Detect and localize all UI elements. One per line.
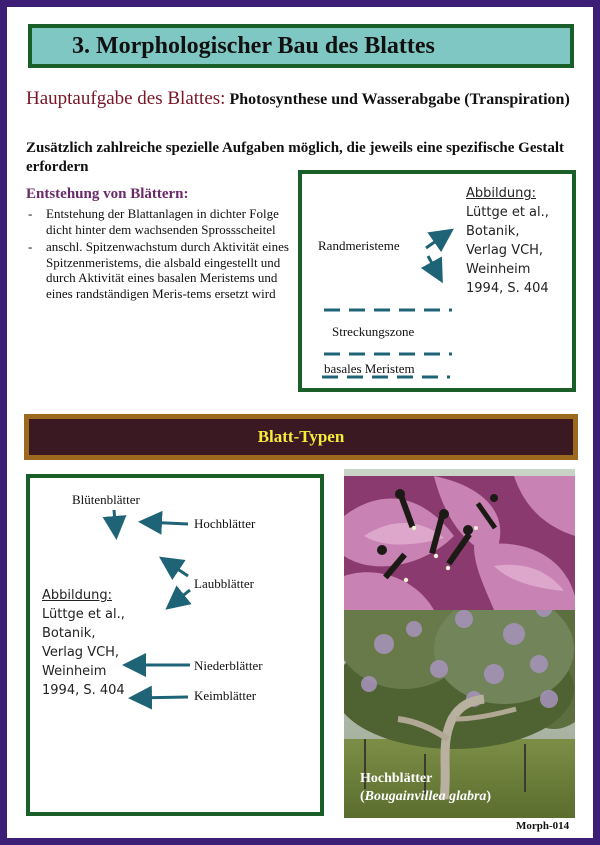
growth-arrows <box>302 174 572 388</box>
main-task-label: Hauptaufgabe des Blattes: <box>26 88 226 109</box>
arrow-icon <box>114 510 116 534</box>
arrow-icon <box>134 697 188 698</box>
margin-meristem-label: Randmeristeme <box>318 238 400 253</box>
citation-line: Lüttge et al., <box>42 607 125 622</box>
arrow-icon <box>144 522 188 524</box>
citation-line: 1994, S. 404 <box>466 281 549 296</box>
citation-line: Weinheim <box>466 262 531 277</box>
caption-paren-close: ) <box>486 789 492 804</box>
bracts-label: Hochblätter <box>194 516 256 531</box>
citation-line: Verlag VCH, <box>42 645 120 660</box>
citation-line: Lüttge et al., <box>466 205 549 220</box>
citation-heading: Abbildung: <box>42 588 112 603</box>
caption-title: Hochblätter <box>360 771 433 786</box>
citation-line: 1994, S. 404 <box>42 683 125 698</box>
leaf-types-box <box>26 474 324 816</box>
growth-diagram-box <box>298 170 576 392</box>
leaf-type-arrows <box>30 478 320 812</box>
scale-leaves-label: Niederblätter <box>194 658 263 673</box>
flower-photo <box>344 476 575 610</box>
arrow-icon <box>170 590 190 606</box>
citation-line: Botanik, <box>42 626 96 641</box>
citation-line: Botanik, <box>466 224 520 239</box>
elongation-zone-label: Streckungszone <box>332 324 415 339</box>
main-task-heading <box>26 88 586 111</box>
leaf-types-heading: Blatt-Typen <box>257 427 345 446</box>
caption-species: Bougainvillea glabra <box>364 789 487 804</box>
list-item: - anschl. Spitzenwachstum durch Aktivität eines Spitzenmeristems, die alsbald eingestellt und durch Aktivität eines basalen Meristems und eines randständigen Meris-tems ersetzt wird <box>26 239 294 301</box>
main-task-text: Photosynthese und Wasserabgabe (Transpiration) <box>229 91 570 108</box>
citation-line: Verlag VCH, <box>466 243 544 258</box>
photo-caption <box>360 770 491 806</box>
title-banner <box>28 24 574 68</box>
page-title: 3. Morphologischer Bau des Blattes <box>72 32 435 59</box>
arrow-icon <box>164 560 188 576</box>
page-code: Morph-014 <box>516 820 570 832</box>
citation-heading: Abbildung: <box>466 186 536 201</box>
foliage-leaves-label: Laubblätter <box>194 576 254 591</box>
origin-list <box>26 206 294 303</box>
list-item: - Entstehung der Blattanlagen in dichter Folge dicht hinter dem wachsenden Sprossscheitel <box>26 206 294 237</box>
leaf-types-banner <box>24 414 578 460</box>
arrow-icon <box>426 232 449 248</box>
citation-line: Weinheim <box>42 664 107 679</box>
petals-label: Blütenblätter <box>72 492 140 507</box>
additional-tasks-text: Zusätzlich zahlreiche spezielle Aufgaben möglich, die jeweils eine spezifische Gestalt erfordern <box>26 140 564 175</box>
caption-paren-open: ( <box>360 789 365 804</box>
arrow-icon <box>428 256 440 278</box>
basal-meristem-label: basales Meristem <box>324 361 415 376</box>
caption-species-line <box>360 788 491 806</box>
origin-heading: Entstehung von Blättern: <box>26 186 189 202</box>
cotyledons-label: Keimblätter <box>194 688 257 703</box>
